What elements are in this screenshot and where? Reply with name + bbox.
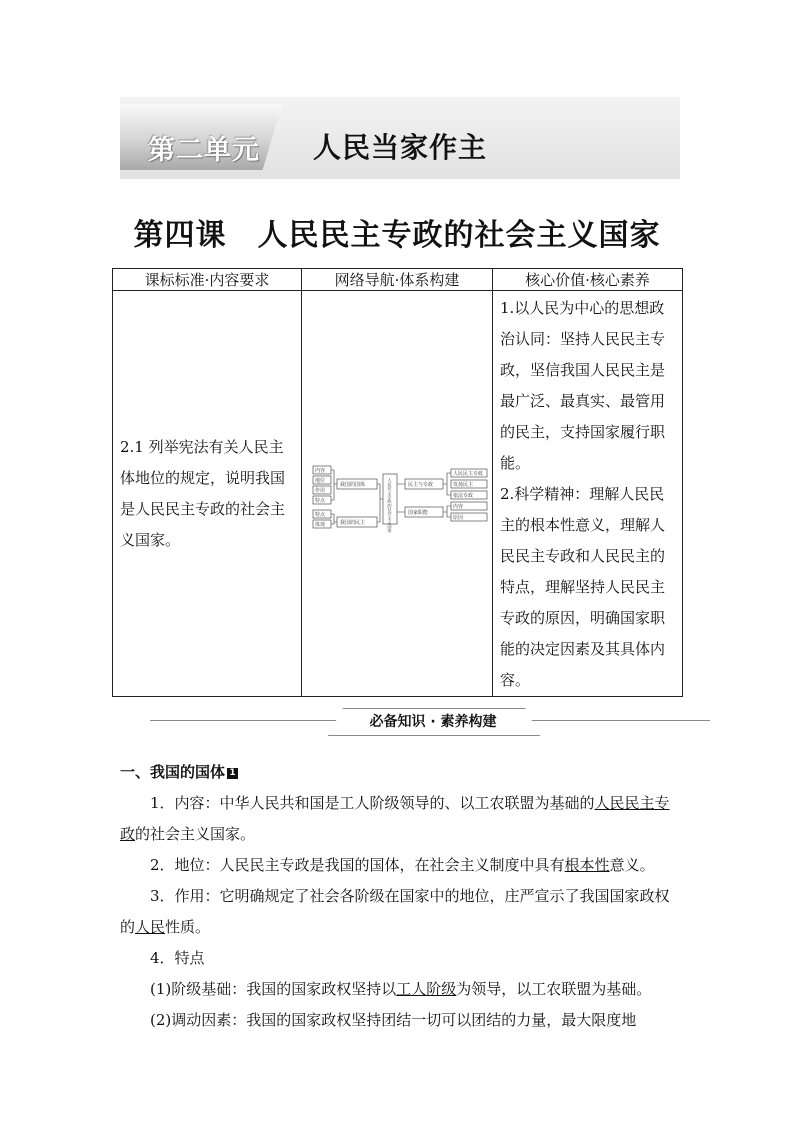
section-divider [150,706,710,736]
header-values: 核心价值·核心素养 [493,269,683,291]
p5-text-end: 为领导，以工农联盟为基础。 [456,980,652,998]
header-navigation: 网络导航·体系构建 [302,269,493,291]
curriculum-table [112,268,683,697]
p5-underline: 工人阶级 [396,980,457,998]
diagram-right-4: 原因 [452,514,463,521]
diagram-right-1: 发扬民主 [452,481,473,488]
value-item-2: 2.科学精神：理解人民民主的根本性意义，理解人民民主专政和人民民主的特点，理解坚持人民民主专政的原因，明确国家职能的决定因素及其具体内容。 [500,485,666,689]
lesson-title: 第四课 人民民主专政的社会主义国家 [133,218,661,253]
value-item-1: 1.以人民为中心的思想政治认同：坚持人民民主专政，坚信我国人民民主是最广泛、最真实、最管用的民主，支持国家履行职能。 [500,299,666,472]
paragraph-content [120,788,680,850]
paragraph-mobilize: (2)调动因素：我国的国家政权坚持团结一切可以团结的力量，最大限度地 [150,1011,637,1029]
paragraph-features: 4．特点 [150,949,205,967]
diagram-right-0: 人民民主专政 [452,470,483,477]
p1-text-end: 的社会主义国家。 [135,825,256,843]
header-standard: 课标标准·内容要求 [113,269,302,291]
p1-underline: 人民民主专政 [120,794,670,843]
paragraph-function [120,881,680,943]
section-heading [120,757,680,788]
knowledge-diagram [303,444,492,544]
paragraph-status [120,850,680,881]
diagram-mid-1: 我国的民主 [339,519,365,526]
unit-title: 人民当家作主 [313,131,488,164]
p3-text-end: 性质。 [165,918,211,936]
diagram-center: 人民民主专政的社会主义国家 [387,477,392,532]
p2-underline: 根本性 [564,856,610,874]
paragraph-class-basis [120,974,680,1005]
p5-text: (1)阶级基础：我国的国家政权坚持以 [150,980,397,998]
diagram-left-3: 特点 [314,497,325,504]
diagram-right-2: 依法专政 [452,492,473,499]
diagram-left-5: 体现 [314,521,325,528]
diagram-left-0: 内容 [314,467,325,474]
diagram-left-4: 特点 [314,511,325,518]
p2-text-end: 意义。 [609,856,655,874]
divider-label: 必备知识 · 素养构建 [369,714,497,730]
p3-text: 3．作用：它明确规定了社会各阶级在国家中的地位，庄严宣示了我国国家政权的 [120,887,670,936]
diagram-left-1: 地位 [314,477,325,484]
note-marker: 1 [227,768,238,779]
standard-cell: 2.1 列举宪法有关人民主体地位的规定，说明我国是人民民主专政的社会主义国家。 [113,291,302,697]
diagram-cell [302,291,493,697]
body-text [120,757,680,1036]
unit-label: 第二单元 [148,135,260,166]
values-cell [493,291,683,697]
section-heading-text: 一、我国的国体 [120,763,226,781]
p1-text: 1．内容：中华人民共和国是工人阶级领导的、以工农联盟为基础的 [150,794,595,812]
diagram-right-3: 内容 [452,503,463,510]
p3-underline: 人民 [135,918,166,936]
p2-text: 2．地位：人民民主专政是我国的国体，在社会主义制度中具有 [150,856,565,874]
diagram-right-mid-0: 民主与专政 [407,481,433,488]
diagram-mid-0: 我国的国体 [339,481,365,488]
diagram-left-2: 作用 [314,487,325,494]
diagram-right-mid-1: 国家职能 [407,509,428,516]
